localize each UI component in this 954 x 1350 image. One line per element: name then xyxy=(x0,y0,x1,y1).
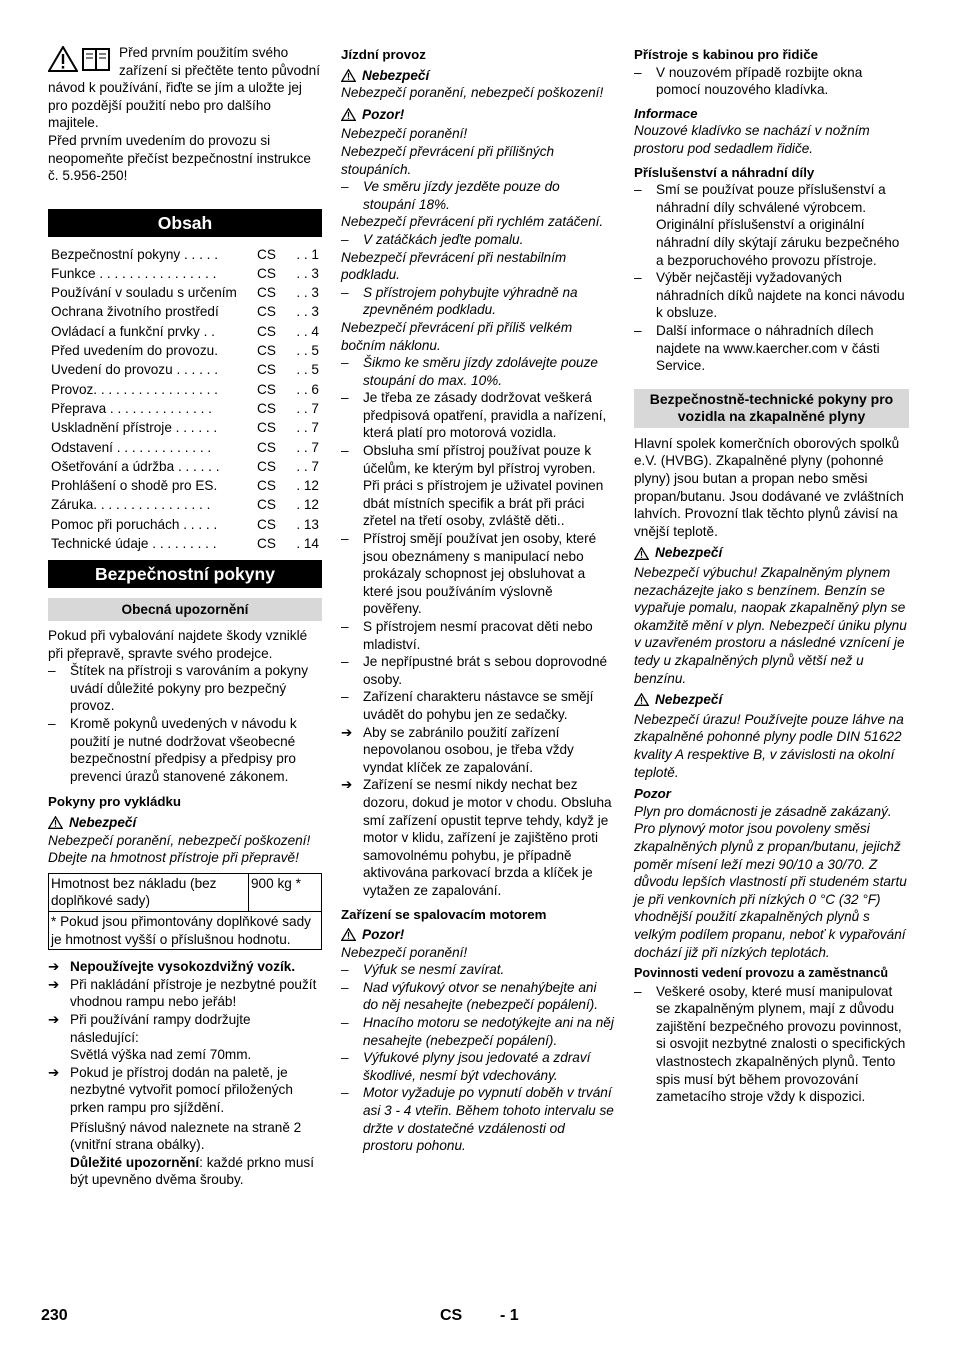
warning-text: Nebezpečí poranění! xyxy=(341,944,468,960)
toc-lang: CS xyxy=(257,323,276,339)
list-item: – Motor vyžaduje po vypnutí doběh v trvání asi 3 - 4 vteřin. Během tohoto intervalu se držte v dostatečné vzdálenosti od prostoru pohonu. xyxy=(341,1084,614,1154)
list-item: – S přístrojem pohybujte výhradně na zpevněném podkladu. xyxy=(341,284,614,319)
list-item: ➔ Při používání rampy dodržujte následující: xyxy=(48,1011,322,1046)
toc-lang: CS xyxy=(257,439,276,455)
toc-lang: CS xyxy=(257,420,276,436)
toc-title: Obsah xyxy=(48,209,322,237)
lpg-title: Bezpečnostně-technické pokyny pro vozidla na zkapalněné plyny xyxy=(634,389,909,428)
toc-row xyxy=(48,264,322,283)
toc-page: . 12 xyxy=(296,497,319,513)
column-2 xyxy=(341,44,614,1155)
manual-book-icon xyxy=(81,46,111,72)
toc-label: Bezpečnostní pokyny . . . . . xyxy=(51,246,218,262)
page-number: 230 xyxy=(41,1307,68,1324)
toc-page: . . 6 xyxy=(296,381,319,397)
list-item: ➔ Při nakládání přístroje je nezbytné použít vhodnou rampu nebo jeřáb! xyxy=(48,976,322,1011)
list-item: – S přístrojem nesmí pracovat děti nebo mladiství. xyxy=(341,618,614,653)
toc-page: . . 3 xyxy=(296,285,319,301)
list-item: – Smí se používat pouze příslušenství a náhradní díly schválené výrobcem. Originální příslušenství a originální náhradní díly skýtají záruku bezpečného a bezporuchového provozu přístroje. xyxy=(634,181,909,269)
list-subtext: Příslušný návod naleznete na straně 2 (vnitřní strana obálky). xyxy=(70,1119,302,1153)
warning-triangle-icon xyxy=(341,108,356,121)
warning-text: Nebezpečí převrácení při příliš velkém bočním náklonu. xyxy=(341,319,573,353)
important-label: Důležité upozornění xyxy=(70,1154,200,1170)
toc-row xyxy=(48,361,322,380)
warning-text: Nebezpečí poranění! xyxy=(341,126,468,142)
danger-label: Nebezpečí xyxy=(655,545,723,561)
toc-lang: CS xyxy=(257,246,276,262)
warning-manual-icons xyxy=(48,46,111,72)
toc-label: Technické údaje . . . . . . . . . xyxy=(51,536,217,552)
list-item: – Výběr nejčastěji vyžadovaných náhradních díků najdete na konci návodu k obsluze. xyxy=(634,269,909,322)
warning-triangle-icon xyxy=(341,69,356,82)
toc-page: . . 7 xyxy=(296,400,319,416)
list-subtext: Světlá výška nad zemí 70mm. xyxy=(70,1047,252,1063)
intro-text: Před prvním použitím svého zařízení si přečtěte tento původní návod k používání, řiďte se jím a uložte jej pro pozdější použití nebo pro dalšího majitele. xyxy=(48,45,321,131)
footer-lang: CS xyxy=(440,1307,463,1324)
unload-title: Pokyny pro vykládku xyxy=(48,794,182,810)
pozor-title: Pozor xyxy=(634,786,671,802)
warning-text: Plyn pro domácnosti je zásadně zakázaný. Pro plynový motor jsou povoleny směsi zkapalněných plynů z propan/butanu, jejichž poměr mísení leží mezi 90/10 a 30/70. Z důvodu lepších vlastností při studeném startu je při venkovních při nízkých 0 °C (32 °F) vhodnější použití zkapalněných plynů s velkým podílem propanu, neboť k vypařování dochází již při nízkých teplotách. xyxy=(634,803,907,960)
warning-text: Nebezpečí poranění, nebezpečí poškození! xyxy=(48,832,311,848)
list-subtext xyxy=(48,1154,322,1189)
danger-heading xyxy=(634,691,909,709)
safety-title: Bezpečnostní pokyny xyxy=(48,560,322,588)
danger-label: Nebezpečí xyxy=(69,815,137,831)
toc-page: . . 3 xyxy=(296,304,319,320)
toc-label: Uvedení do provozu . . . . . . xyxy=(51,362,218,378)
toc-page: . 12 xyxy=(296,478,319,494)
warning-triangle-icon xyxy=(48,46,78,72)
danger-label: Nebezpečí xyxy=(362,67,430,83)
list-item: ➔ Nepoužívejte vysokozdvižný vozík. xyxy=(48,958,322,976)
toc-lang: CS xyxy=(257,478,276,494)
toc-page: . . 5 xyxy=(296,362,319,378)
toc-lang: CS xyxy=(257,381,276,397)
toc-label: Pomoc při poruchách . . . . . xyxy=(51,516,218,532)
warning-triangle-icon xyxy=(634,547,649,560)
cab-title: Přístroje s kabinou pro řidiče xyxy=(634,47,818,62)
toc-label: Ošetřování a údržba . . . . . . xyxy=(51,458,220,474)
toc-table xyxy=(48,245,322,554)
toc-page: . . 7 xyxy=(296,420,319,436)
toc-label: Přeprava . . . . . . . . . . . . . . xyxy=(51,400,212,416)
toc-lang: CS xyxy=(257,497,276,513)
toc-row xyxy=(48,496,322,515)
list-item: – V nouzovém případě rozbijte okna pomocí nouzového kladívka. xyxy=(634,64,909,99)
list-item: – Zařízení charakteru nástavce se smějí uvádět do pohybu jen ze sedačky. xyxy=(341,688,614,723)
warning-triangle-icon xyxy=(341,928,356,941)
warning-text: Nebezpečí úrazu! Používejte pouze láhve na zkapalněné pohonné plyny podle DIN 51622 kvality A respektive B, v závislosti na okolní teplotě. xyxy=(634,711,904,780)
caution-label: Pozor! xyxy=(362,927,405,943)
toc-page: . . 3 xyxy=(296,265,319,281)
list-item: – Ve směru jízdy jezděte pouze do stoupání 18%. xyxy=(341,178,614,213)
list-item: – Kromě pokynů uvedených v návodu k použití je nutné dodržovat všeobecné bezpečnostní předpisy a předpisy pro prevenci úrazů stanovené zákonem. xyxy=(48,715,322,785)
toc-row xyxy=(48,438,322,457)
toc-label: Odstavení . . . . . . . . . . . . . xyxy=(51,439,212,455)
toc-page: . . 1 xyxy=(296,246,319,262)
toc-label: Funkce . . . . . . . . . . . . . . . . xyxy=(51,265,217,281)
toc-row xyxy=(48,322,322,341)
list-item: – Další informace o náhradních dílech najdete na www.kaercher.com v části Service. xyxy=(634,322,909,375)
toc-label: Uskladnění přístroje . . . . . . xyxy=(51,420,218,436)
important-text: : každé prkno musí být upevněno dvěma šrouby. xyxy=(70,1154,314,1188)
list-item: – V zatáčkách jeďte pomalu. xyxy=(341,231,614,249)
weight-note: * Pokud jsou přimontovány doplňkové sady je hmotnost vyšší o příslušnou hodnotu. xyxy=(49,912,322,950)
toc-lang: CS xyxy=(257,516,276,532)
list-item: ➔ Zařízení se nesmí nikdy nechat bez dozoru, dokud je motor v chodu. Obsluha smí zařízení opustit teprve tehdy, když je motor v klidu, zařízení je zajištěno proti samovolnému pohybu, je případně aktivována parkovací brzda a klíček je vytažen ze zapalování. xyxy=(341,776,614,899)
list-item: – Šikmo ke směru jízdy zdolávejte pouze stoupání do max. 10%. xyxy=(341,354,614,389)
footer-subpage: - 1 xyxy=(500,1307,519,1324)
warning-text: Dbejte na hmotnost přístroje při přepravě! xyxy=(48,850,299,866)
toc-label: Používání v souladu s určením xyxy=(51,285,237,301)
toc-label: Ovládací a funkční prvky . . xyxy=(51,323,215,339)
general-text: Pokud při vybalování najdete škody vzniklé při přepravě, spravte svého prodejce. xyxy=(48,628,308,661)
toc-row xyxy=(48,515,322,534)
lpg-text: Hlavní spolek komerčních oborových spolků e.V. (HVBG). Zkapalněné plyny (pohonné plyny) jsou butan a propan nebo směsi propan/butanu. Jsou dodávané ve zvláštních lahvích. Provozní tlak těchto plynů závisí na vnější teplotě. xyxy=(634,435,904,539)
weight-label: Hmotnost bez nákladu (bez doplňkové sady) xyxy=(49,873,249,911)
caution-label: Pozor! xyxy=(362,106,405,122)
list-item: – Přístroj smějí používat jen osoby, které jsou obeznámeny s manipulací nebo prokázaly schopnost jej obsluhovat a které jsou používáním výslovně pověřeny. xyxy=(341,530,614,618)
warning-triangle-icon xyxy=(634,693,649,706)
list-item: ➔ Pokud je přístroj dodán na paletě, je nezbytné vytvořit pomocí přiložených prken rampu pro sjíždění. xyxy=(48,1064,322,1117)
list-item: – Je nepřípustné brát s sebou doprovodné osoby. xyxy=(341,653,614,688)
toc-page: . . 7 xyxy=(296,458,319,474)
toc-row xyxy=(48,476,322,495)
info-text: Nouzové kladívko se nachází v nožním prostoru pod sedadlem řidiče. xyxy=(634,123,870,156)
list-item: – Výfukové plyny jsou jedovaté a zdraví škodlivé, nesmí být vdechovány. xyxy=(341,1049,614,1084)
info-title: Informace xyxy=(634,105,698,121)
caution-heading xyxy=(341,926,614,944)
list-item: – Je třeba ze zásady dodržovat veškerá předpisová opatření, pravidla a nařízení, která platí pro motorová vozidla. xyxy=(341,389,614,442)
danger-heading xyxy=(634,544,909,562)
toc-label: Ochrana životního prostředí xyxy=(51,304,219,320)
list-item: – Veškeré osoby, které musí manipulovat se zkapalněným plynem, mají z důvodu zajištění bezpečného provozu povinnost, si osvojit nezbytné znalosti o specifických vlastnostech zkapalněných plynů. Tento spis musí být během provozování zametacího stroje vždy k dispozici. xyxy=(634,983,909,1106)
list-item: – Výfuk se nesmí zavírat. xyxy=(341,961,614,979)
toc-label: Provoz. . . . . . . . . . . . . . . . . xyxy=(51,381,218,397)
toc-page: . . 4 xyxy=(296,323,319,339)
danger-label: Nebezpečí xyxy=(655,692,723,708)
warning-text: Nebezpečí převrácení při přílišných stoupáních. xyxy=(341,143,555,177)
warning-triangle-icon xyxy=(48,816,63,829)
danger-heading xyxy=(341,67,614,85)
toc-label: Před uvedením do provozu. xyxy=(51,343,219,359)
toc-page: . . 5 xyxy=(296,343,319,359)
duties-title: Povinnosti vedení provozu a zaměstnanců xyxy=(634,966,889,981)
list-item: – Obsluha smí přístroj používat pouze k účelům, ke kterým byl přístroj vyroben. Při práci s přístrojem je uživatel povinen dbát místních specifik a brát při práci zřetel na třetí osoby, zvláště děti.. xyxy=(341,442,614,530)
column-1 xyxy=(48,44,322,1189)
weight-value: 900 kg * xyxy=(249,873,322,911)
intro-text-2: Před prvním uvedením do provozu si neopomeňte přečíst bezpečnostní instrukce č. 5.956-250! xyxy=(48,132,311,184)
toc-label: Záruka. . . . . . . . . . . . . . . . xyxy=(51,497,211,513)
general-title: Obecná upozornění xyxy=(48,598,322,622)
toc-row xyxy=(48,418,322,437)
toc-lang: CS xyxy=(257,265,276,281)
list-item: ➔ Aby se zabránilo použití zařízení nepovolanou osobou, je třeba vždy vyndat klíček ze zapalování. xyxy=(341,724,614,777)
toc-lang: CS xyxy=(257,343,276,359)
toc-label: Prohlášení o shodě pro ES. xyxy=(51,478,218,494)
toc-page: . . 7 xyxy=(296,439,319,455)
toc-lang: CS xyxy=(257,285,276,301)
toc-row xyxy=(48,534,322,553)
list-item: – Hnacího motoru se nedotýkejte ani na něj nesahejte (nebezpečí popálení). xyxy=(341,1014,614,1049)
toc-lang: CS xyxy=(257,400,276,416)
list-item: – Nad výfukový otvor se nenahýbejte ani do něj nesahejte (nebezpečí popálení). xyxy=(341,979,614,1014)
toc-row xyxy=(48,245,322,264)
warning-text: Nebezpečí výbuchu! Zkapalněným plynem nezacházejte jako s benzínem. Benzín se vypařuje pomalu, naopak zkapalněný plyn se okamžitě mění v plyn. Nebezpečí úniku plynu v uzavřeném prostoru a následné vznícení je tedy u zkapalněných plynů větší než u benzínu. xyxy=(634,565,907,686)
drive-title: Jízdní provoz xyxy=(341,47,426,62)
toc-row xyxy=(48,399,322,418)
toc-row xyxy=(48,457,322,476)
caution-heading xyxy=(341,106,614,124)
toc-row xyxy=(48,303,322,322)
accessories-title: Příslušenství a náhradní díly xyxy=(634,164,815,180)
warning-text: Nebezpečí poranění, nebezpečí poškození! xyxy=(341,85,604,101)
column-3 xyxy=(634,44,909,1106)
warning-text: Nebezpečí převrácení při rychlém zatáčení. xyxy=(341,214,604,230)
danger-heading xyxy=(48,814,322,832)
toc-lang: CS xyxy=(257,536,276,552)
engine-title: Zařízení se spalovacím motorem xyxy=(341,906,547,922)
toc-lang: CS xyxy=(257,304,276,320)
list-item: – Štítek na přístroji s varováním a pokyny uvádí důležité pokyny pro bezpečný provoz. xyxy=(48,662,322,715)
toc-lang: CS xyxy=(257,362,276,378)
toc-row xyxy=(48,283,322,302)
toc-row xyxy=(48,380,322,399)
toc-lang: CS xyxy=(257,458,276,474)
toc-row xyxy=(48,341,322,360)
toc-page: . 14 xyxy=(296,536,319,552)
weight-table xyxy=(48,873,322,950)
warning-text: Nebezpečí převrácení při nestabilním podkladu. xyxy=(341,249,567,283)
toc-page: . 13 xyxy=(296,516,319,532)
